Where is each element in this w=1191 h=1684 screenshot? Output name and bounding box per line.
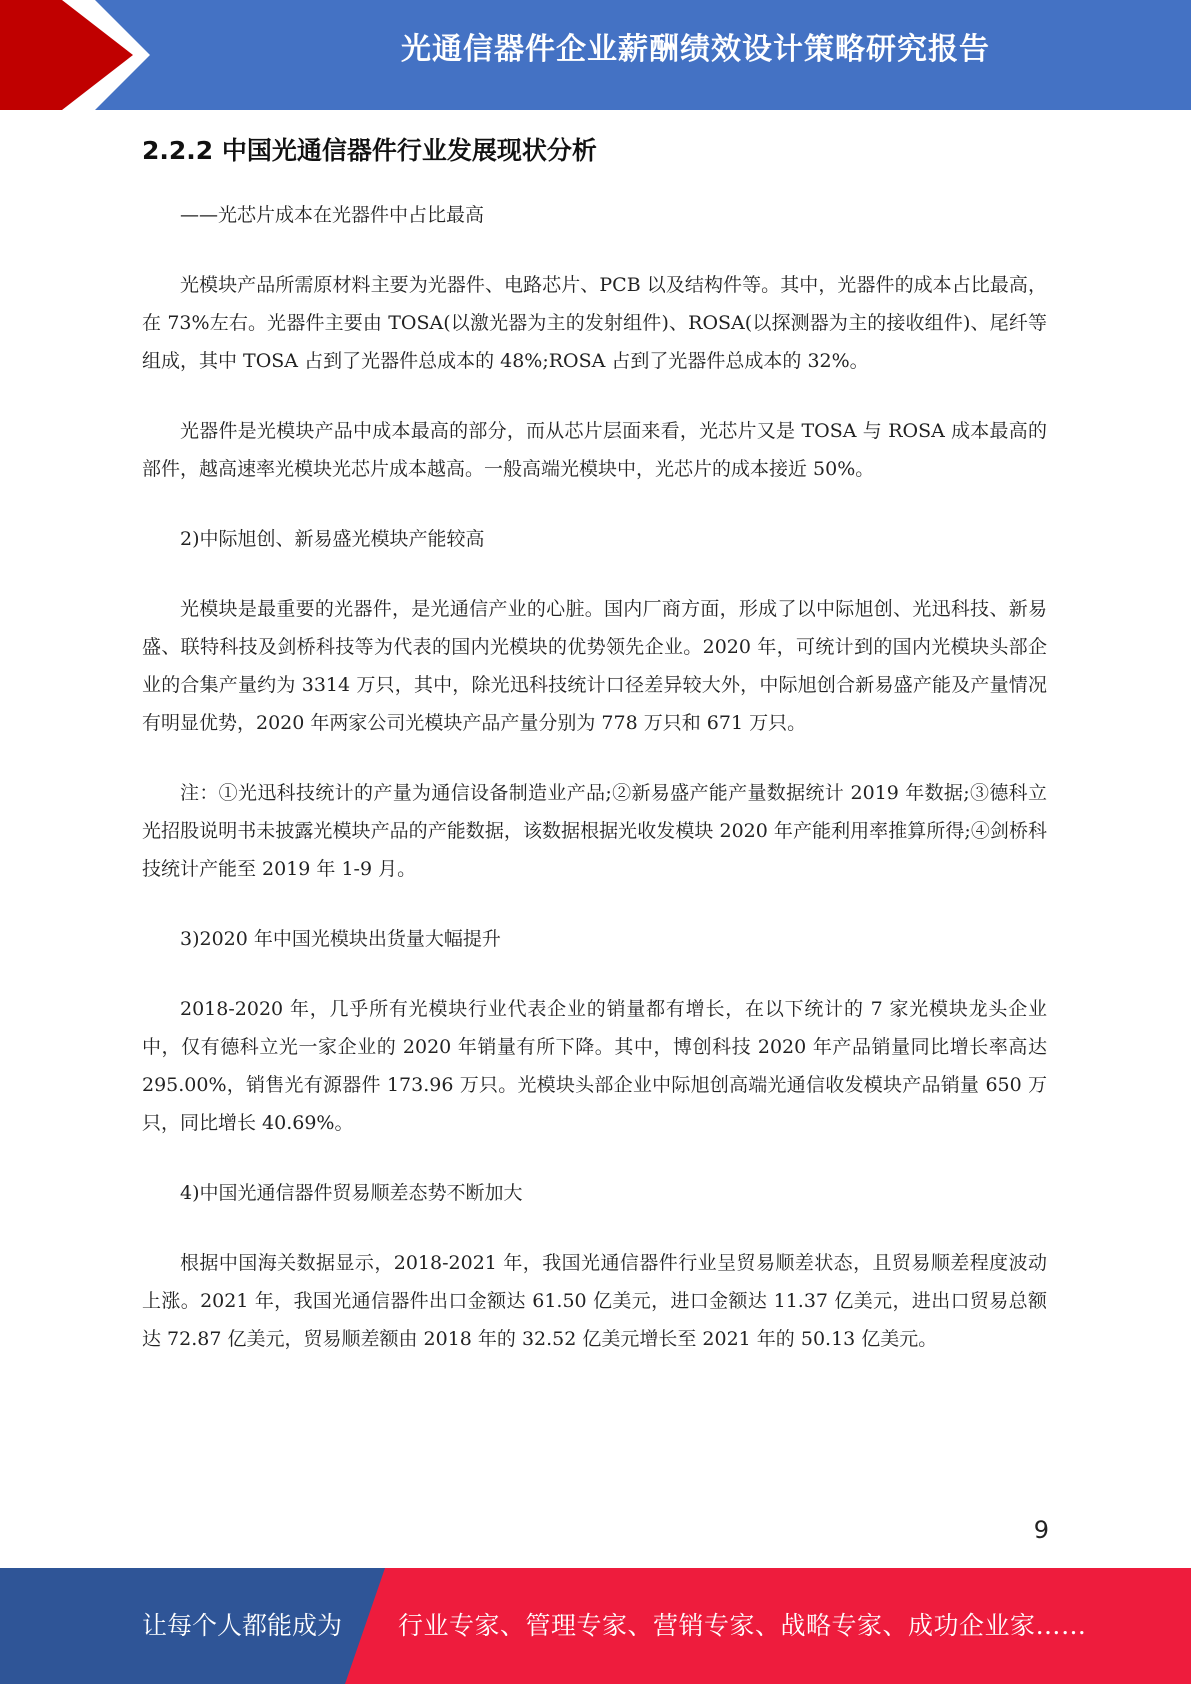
footer-slogan-right: 行业专家、管理专家、营销专家、战略专家、成功企业家…… xyxy=(398,1611,1087,1640)
header-arrow-decoration xyxy=(0,0,160,110)
subheading: 3)2020 年中国光模块出货量大幅提升 xyxy=(180,928,501,950)
subheading: 4)中国光通信器件贸易顺差态势不断加大 xyxy=(180,1182,523,1204)
paragraph: 2018-2020 年，几乎所有光模块行业代表企业的销量都有增长，在以下统计的 7 家光模块龙头企业中，仅有德科立光一家企业的 2020 年销量有所下降。其中，博创科技 2020 年产品销量同比增长率高达 295.00%，销售光有源器件 173.96 万只。光模块头部企业中际旭创高端光通信收发模块产品销量 650 万只，同比增长 40.69%。 xyxy=(142,998,1047,1134)
paragraph: 根据中国海关数据显示，2018-2021 年，我国光通信器件行业呈贸易顺差状态，且贸易顺差程度波动上涨。2021 年，我国光通信器件出口金额达 61.50 亿美元，进口金额达 11.37 亿美元，进出口贸易总额达 72.87 亿美元，贸易顺差额由 2018 年的 32.52 亿美元增长至 2021 年的 50.13 亿美元。 xyxy=(142,1252,1047,1350)
page-footer xyxy=(0,1568,1191,1684)
section-title: 2.2.2 中国光通信器件行业发展现状分析 xyxy=(142,136,597,165)
note-paragraph: 注：①光迅科技统计的产量为通信设备制造业产品;②新易盛产能产量数据统计 2019 年数据;③德科立光招股说明书未披露光模块产品的产能数据，该数据根据光收发模块 2020 年产能利用率推算所得;④剑桥科技统计产能至 2019 年 1-9 月。 xyxy=(142,782,1047,880)
subheading: ——光芯片成本在光器件中占比最高 xyxy=(180,204,485,226)
page-number: 9 xyxy=(1033,1516,1049,1544)
paragraph: 光器件是光模块产品中成本最高的部分，而从芯片层面来看，光芯片又是 TOSA 与 ROSA 成本最高的部件，越高速率光模块光芯片成本越高。一般高端光模块中，光芯片的成本接近 50%。 xyxy=(142,420,1047,480)
footer-slogan-left: 让每个人都能成为 xyxy=(142,1611,343,1640)
subheading: 2)中际旭创、新易盛光模块产能较高 xyxy=(180,528,485,550)
paragraph: 光模块是最重要的光器件，是光通信产业的心脏。国内厂商方面，形成了以中际旭创、光迅科技、新易盛、联特科技及剑桥科技等为代表的国内光模块的优势领先企业。2020 年，可统计到的国内光模块头部企业的合集产量约为 3314 万只，其中，除光迅科技统计口径差异较大外，中际旭创合新易盛产能及产量情况有明显优势，2020 年两家公司光模块产品产量分别为 778 万只和 671 万只。 xyxy=(142,598,1047,734)
paragraph: 光模块产品所需原材料主要为光器件、电路芯片、PCB 以及结构件等。其中，光器件的成本占比最高，在 73%左右。光器件主要由 TOSA(以激光器为主的发射组件)、ROSA(以探测器为主的接收组件)、尾纤等组成，其中 TOSA 占到了光器件总成本的 48%;ROSA 占到了光器件总成本的 32%。 xyxy=(142,274,1047,372)
main-content xyxy=(142,128,1047,1390)
report-title: 光通信器件企业薪酬绩效设计策略研究报告 xyxy=(401,32,990,67)
page-header xyxy=(0,0,1191,110)
